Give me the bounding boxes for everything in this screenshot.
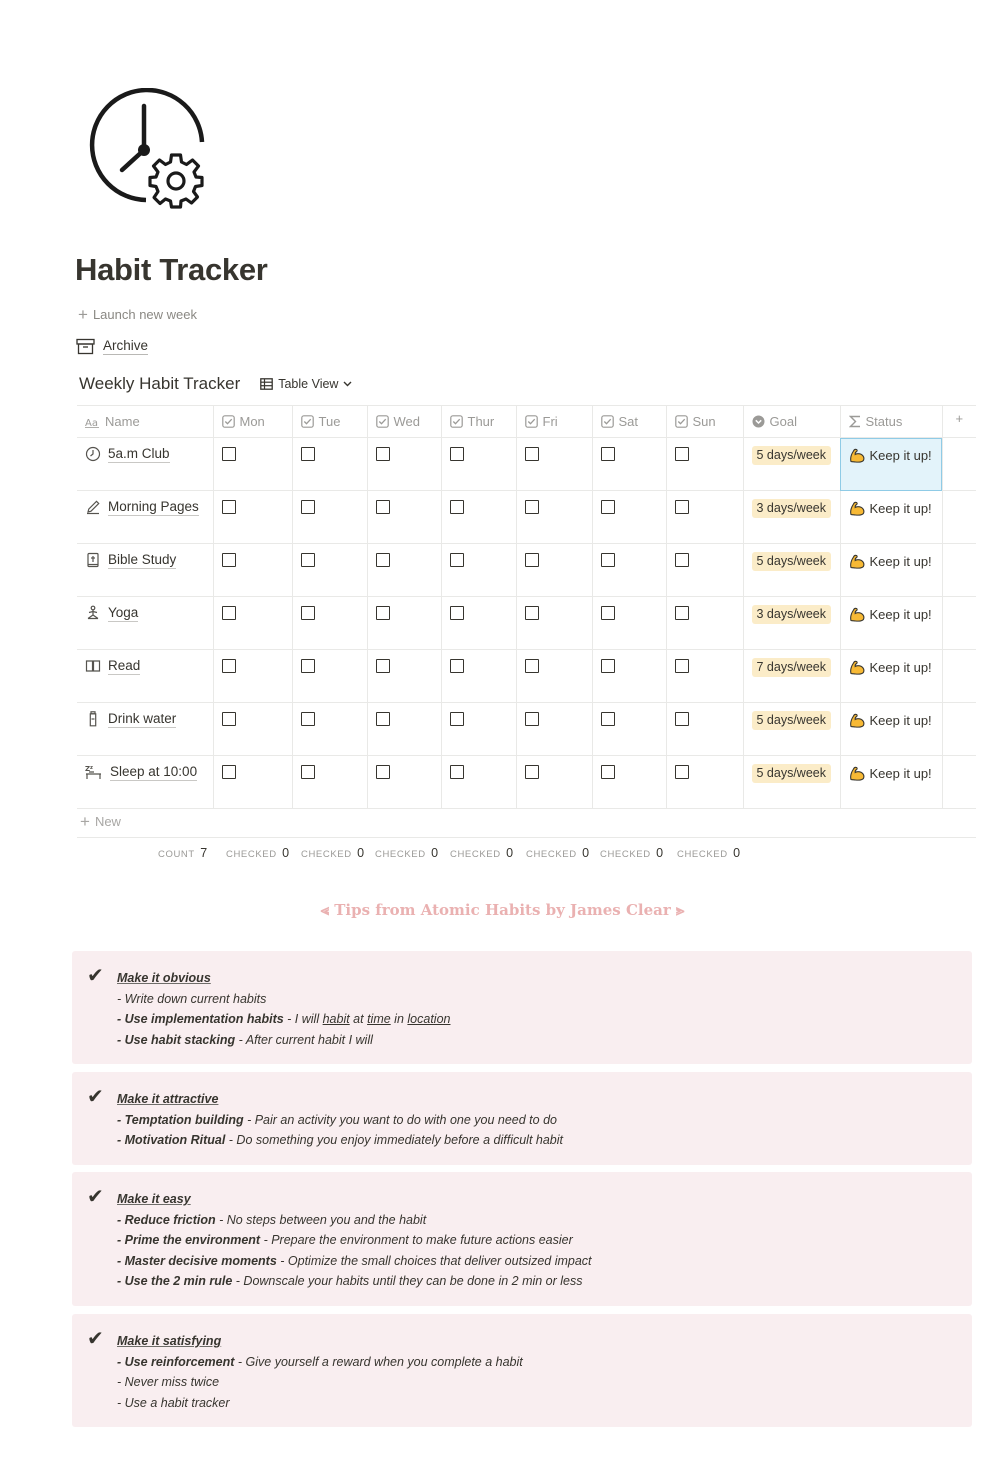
column-header-label: Sun (692, 414, 716, 429)
day-checkbox[interactable] (601, 447, 615, 461)
day-cell-fri (516, 650, 592, 703)
day-cell-tue (292, 703, 367, 756)
calc-checked-fri[interactable] (526, 846, 589, 860)
habit-table (77, 405, 976, 809)
table-row (77, 597, 976, 650)
status-text: Keep it up! (869, 448, 932, 463)
goal-tag: 5 days/week (752, 764, 831, 783)
day-checkbox[interactable] (301, 500, 315, 514)
plus-icon: + (955, 411, 964, 426)
tip-line-strategy: - Master decisive moments (117, 1253, 277, 1268)
day-checkbox[interactable] (450, 712, 464, 726)
flexed-biceps-icon (849, 659, 866, 681)
table-row (77, 756, 976, 809)
checkbox-property-icon (601, 415, 614, 428)
day-checkbox[interactable] (601, 553, 615, 567)
launch-new-week-button[interactable] (78, 304, 198, 324)
day-cell-mon (213, 438, 292, 491)
day-checkbox[interactable] (376, 553, 390, 567)
column-header-label: Sat (618, 414, 639, 429)
calc-label: COUNT (158, 849, 195, 860)
archive-box-icon (76, 338, 95, 355)
goal-tag: 3 days/week (752, 499, 831, 518)
day-checkbox[interactable] (450, 553, 464, 567)
checkbox-property-icon (301, 415, 314, 428)
day-cell-tue (292, 756, 367, 809)
tip-title: Make it attractive (117, 1092, 219, 1106)
flexed-biceps-icon (849, 606, 866, 628)
tip-line-text: - Never miss twice (117, 1375, 220, 1389)
day-cell-fri (516, 491, 592, 544)
checkmark-icon: ✔ (87, 1328, 104, 1350)
select-property-icon (752, 415, 765, 428)
day-checkbox[interactable] (301, 553, 315, 567)
svg-text:Z: Z (85, 765, 91, 773)
day-cell-wed (367, 491, 441, 544)
habit-name: Morning Pages (108, 499, 199, 514)
plus-icon: + (78, 304, 88, 324)
column-header-fri[interactable] (516, 406, 592, 438)
tip-line-text: - Prepare the environment to make future actions easier (260, 1233, 573, 1247)
column-header-sun[interactable] (666, 406, 743, 438)
day-checkbox[interactable] (222, 447, 236, 461)
page-title: Habit Tracker (75, 252, 268, 287)
tip-line-strategy: - Prime the environment (117, 1233, 261, 1247)
day-cell-sun (666, 650, 743, 703)
day-cell-tue (292, 650, 367, 703)
bible-icon (85, 552, 101, 568)
day-checkbox[interactable] (525, 606, 539, 620)
clock-gear-icon (84, 88, 208, 212)
day-checkbox[interactable] (675, 765, 689, 779)
pencil-icon (85, 499, 101, 515)
database-view-header (79, 374, 352, 394)
habit-name-cell[interactable] (77, 491, 213, 544)
day-cell-fri (516, 703, 592, 756)
clock-icon (85, 446, 101, 462)
day-cell-thur (441, 438, 516, 491)
day-checkbox[interactable] (450, 500, 464, 514)
status-cell[interactable] (840, 544, 942, 597)
plus-icon: + (80, 811, 90, 831)
tip-line-text: - Pair an activity you want to do with one you need to do (243, 1112, 557, 1127)
calc-checked-wed[interactable] (375, 846, 438, 860)
tip-line-strategy: - Reduce friction (117, 1212, 216, 1227)
tip-line-text: at (349, 1012, 368, 1026)
day-cell-mon (213, 544, 292, 597)
day-cell-sat (592, 544, 666, 597)
tip-placeholder: location (407, 1012, 451, 1026)
day-checkbox[interactable] (376, 659, 390, 673)
goal-cell[interactable] (743, 650, 840, 703)
day-checkbox[interactable] (376, 765, 390, 779)
day-cell-sun (666, 438, 743, 491)
habit-name-cell[interactable] (77, 544, 213, 597)
tip-line-text: - I will (283, 1012, 323, 1026)
empty-cell (942, 756, 976, 809)
new-row-label: New (94, 814, 121, 829)
column-header-label: Name (105, 414, 140, 429)
checkbox-property-icon (675, 415, 688, 428)
day-checkbox[interactable] (525, 447, 539, 461)
calc-value: 0 (502, 846, 514, 860)
day-cell-sat (592, 438, 666, 491)
table-row (77, 544, 976, 597)
tip-title: Make it obvious (117, 971, 211, 985)
column-header-label: Goal (769, 414, 797, 429)
checkbox-property-icon (450, 415, 463, 428)
column-header-name[interactable] (77, 406, 213, 438)
day-cell-fri (516, 756, 592, 809)
calc-value: 0 (278, 846, 290, 860)
water-bottle-icon (85, 711, 101, 727)
tip-line (117, 1271, 592, 1292)
goal-tag: 7 days/week (752, 658, 831, 677)
day-checkbox[interactable] (675, 659, 689, 673)
tip-title: Make it easy (117, 1192, 191, 1206)
day-checkbox[interactable] (222, 606, 236, 620)
empty-cell (942, 597, 976, 650)
tip-line (117, 1210, 592, 1231)
day-cell-wed (367, 756, 441, 809)
view-switcher-label: Table View (278, 377, 339, 391)
day-cell-sat (592, 703, 666, 756)
tip-line (117, 1251, 592, 1272)
tip-callout (72, 1314, 972, 1427)
table-row (77, 650, 976, 703)
checkbox-property-icon (222, 415, 235, 428)
day-cell-fri (516, 438, 592, 491)
day-checkbox[interactable] (601, 765, 615, 779)
calc-checked-thur[interactable] (450, 846, 513, 860)
tip-line-text: - No steps between you and the habit (215, 1212, 427, 1227)
table-row (77, 491, 976, 544)
calc-value: 0 (427, 846, 439, 860)
calc-value: 0 (729, 846, 741, 860)
calc-label: CHECKED (226, 849, 277, 860)
tip-callout (72, 1172, 972, 1306)
day-checkbox[interactable] (675, 447, 689, 461)
tip-line-strategy: - Use habit stacking (117, 1032, 236, 1047)
status-cell[interactable] (840, 597, 942, 650)
habit-name: 5a.m Club (108, 446, 170, 461)
day-cell-sun (666, 703, 743, 756)
empty-cell (942, 703, 976, 756)
tip-line (117, 1030, 450, 1051)
day-checkbox[interactable] (450, 765, 464, 779)
chevron-down-icon (343, 381, 352, 387)
tip-line (117, 1352, 523, 1373)
flexed-biceps-icon (849, 447, 866, 469)
day-cell-wed (367, 597, 441, 650)
tip-line (117, 1110, 563, 1131)
day-cell-sat (592, 597, 666, 650)
day-checkbox[interactable] (601, 712, 615, 726)
calc-label: CHECKED (526, 849, 577, 860)
status-cell[interactable] (840, 650, 942, 703)
formula-sigma-icon (849, 415, 861, 428)
tip-line-text: - Downscale your habits until they can be done in 2 min or less (232, 1274, 583, 1288)
calc-value: 0 (578, 846, 590, 860)
day-cell-mon (213, 491, 292, 544)
day-cell-fri (516, 597, 592, 650)
day-cell-sun (666, 544, 743, 597)
column-header-label: Status (865, 414, 903, 429)
goal-cell[interactable] (743, 703, 840, 756)
day-checkbox[interactable] (450, 606, 464, 620)
calc-value: 0 (652, 846, 664, 860)
tip-line-text: - Give yourself a reward when you complete a habit (234, 1354, 523, 1369)
tip-line (117, 1230, 592, 1251)
checkbox-property-icon (525, 415, 538, 428)
day-cell-tue (292, 544, 367, 597)
tip-line-strategy: - Use the 2 min rule (117, 1274, 233, 1288)
open-book-icon (85, 658, 101, 674)
calc-value: 7 (196, 846, 208, 860)
day-checkbox[interactable] (675, 712, 689, 726)
empty-cell (942, 650, 976, 703)
habit-name: Yoga (108, 605, 139, 620)
add-property-button[interactable] (942, 406, 976, 438)
column-header-label: Mon (239, 414, 265, 429)
day-cell-sun (666, 597, 743, 650)
tip-line-strategy: - Use reinforcement (117, 1354, 235, 1369)
habit-name: Bible Study (108, 552, 177, 567)
day-checkbox[interactable] (675, 500, 689, 514)
tip-placeholder: time (367, 1012, 391, 1026)
tip-callout (72, 951, 972, 1064)
table-row (77, 438, 976, 491)
day-cell-thur (441, 491, 516, 544)
day-checkbox[interactable] (301, 606, 315, 620)
status-cell[interactable] (840, 756, 942, 809)
goal-cell[interactable] (743, 544, 840, 597)
day-cell-wed (367, 650, 441, 703)
day-checkbox[interactable] (601, 606, 615, 620)
day-cell-sun (666, 491, 743, 544)
goal-cell[interactable] (743, 597, 840, 650)
tip-line (117, 1372, 523, 1393)
goal-tag: 3 days/week (752, 605, 831, 624)
tip-line (117, 989, 450, 1010)
calc-label: CHECKED (600, 849, 651, 860)
day-cell-sun (666, 756, 743, 809)
day-cell-sat (592, 650, 666, 703)
day-cell-wed (367, 438, 441, 491)
calc-checked-sun[interactable] (677, 846, 740, 860)
tip-line (117, 1009, 450, 1030)
day-cell-thur (441, 650, 516, 703)
tip-line-strategy: - Use implementation habits (117, 1012, 284, 1026)
status-text: Keep it up! (869, 554, 932, 569)
day-checkbox[interactable] (450, 447, 464, 461)
table-row (77, 703, 976, 756)
tip-line-strategy: - Temptation building (117, 1112, 244, 1127)
day-cell-tue (292, 597, 367, 650)
column-header-sat[interactable] (592, 406, 666, 438)
sleep-icon (85, 764, 103, 780)
day-checkbox[interactable] (675, 606, 689, 620)
day-cell-mon (213, 597, 292, 650)
day-cell-sat (592, 756, 666, 809)
view-switcher[interactable] (260, 377, 352, 391)
day-cell-tue (292, 491, 367, 544)
day-checkbox[interactable] (222, 712, 236, 726)
day-cell-tue (292, 438, 367, 491)
day-cell-wed (367, 703, 441, 756)
day-checkbox[interactable] (525, 500, 539, 514)
column-header-label: Fri (542, 414, 558, 429)
empty-cell (942, 438, 976, 491)
tip-line (117, 1393, 523, 1414)
day-checkbox[interactable] (525, 712, 539, 726)
launch-new-week-label: Launch new week (92, 307, 198, 322)
day-checkbox[interactable] (301, 659, 315, 673)
checkmark-icon: ✔ (87, 1186, 104, 1208)
habit-name-cell[interactable] (77, 703, 213, 756)
archive-label: Archive (103, 338, 149, 353)
day-cell-sat (592, 491, 666, 544)
day-checkbox[interactable] (376, 500, 390, 514)
day-cell-thur (441, 597, 516, 650)
calc-label: CHECKED (375, 849, 426, 860)
calc-count[interactable] (158, 846, 207, 860)
checkbox-property-icon (376, 415, 389, 428)
flexed-biceps-icon (849, 765, 866, 787)
day-cell-wed (367, 544, 441, 597)
habit-name: Sleep at 10:00 (110, 764, 198, 779)
yoga-icon (85, 605, 101, 621)
checkmark-icon: ✔ (87, 965, 104, 987)
day-checkbox[interactable] (525, 659, 539, 673)
day-cell-mon (213, 650, 292, 703)
status-text: Keep it up! (869, 660, 932, 675)
status-text: Keep it up! (869, 607, 932, 622)
day-checkbox[interactable] (222, 659, 236, 673)
tip-line-text: - After current habit I will (235, 1032, 373, 1047)
tip-callout (72, 1072, 972, 1165)
day-checkbox[interactable] (301, 712, 315, 726)
day-checkbox[interactable] (222, 765, 236, 779)
goal-cell[interactable] (743, 491, 840, 544)
goal-tag: 5 days/week (752, 446, 831, 465)
column-header-thur[interactable] (441, 406, 516, 438)
day-checkbox[interactable] (601, 659, 615, 673)
status-text: Keep it up! (869, 713, 932, 728)
day-cell-thur (441, 703, 516, 756)
day-cell-thur (441, 756, 516, 809)
tips-heading: ⪡ Tips from Atomic Habits by James Clear ⪢ (320, 901, 685, 919)
calc-label: CHECKED (677, 849, 728, 860)
status-cell[interactable] (840, 438, 942, 491)
status-text: Keep it up! (869, 501, 932, 516)
table-icon (260, 378, 273, 390)
day-cell-mon (213, 703, 292, 756)
column-header-tue[interactable] (292, 406, 367, 438)
goal-tag: 5 days/week (752, 552, 831, 571)
svg-text:z: z (90, 765, 93, 771)
calc-label: CHECKED (450, 849, 501, 860)
habit-name-cell[interactable] (77, 650, 213, 703)
day-checkbox[interactable] (675, 553, 689, 567)
tip-line-text: - Do something you enjoy immediately before a difficult habit (225, 1133, 563, 1147)
archive-page-link[interactable] (76, 338, 148, 355)
table-bottom-divider (77, 837, 976, 838)
day-checkbox[interactable] (525, 765, 539, 779)
checkmark-icon: ✔ (87, 1086, 104, 1108)
column-header-label: Wed (393, 414, 420, 429)
column-header-label: Thur (467, 414, 495, 429)
goal-cell[interactable] (743, 438, 840, 491)
tip-line-text: - Write down current habits (117, 991, 267, 1006)
habit-name-cell[interactable] (77, 438, 213, 491)
svg-text:Aa: Aa (85, 417, 98, 428)
calc-checked-sat[interactable] (600, 846, 663, 860)
column-header-label: Tue (318, 414, 341, 429)
calc-label: CHECKED (301, 849, 352, 860)
database-title[interactable]: Weekly Habit Tracker (79, 374, 241, 393)
tip-line-text: in (390, 1012, 408, 1026)
day-checkbox[interactable] (222, 553, 236, 567)
day-checkbox[interactable] (601, 500, 615, 514)
habit-name-cell[interactable] (77, 756, 213, 809)
day-checkbox[interactable] (450, 659, 464, 673)
day-cell-fri (516, 544, 592, 597)
empty-cell (942, 544, 976, 597)
tip-line-text: - Optimize the small choices that deliver outsized impact (276, 1253, 592, 1268)
flexed-biceps-icon (849, 553, 866, 575)
day-cell-thur (441, 544, 516, 597)
column-header-status[interactable] (840, 406, 942, 438)
tip-placeholder: habit (322, 1012, 350, 1026)
status-cell[interactable] (840, 703, 942, 756)
column-header-mon[interactable] (213, 406, 292, 438)
day-cell-mon (213, 756, 292, 809)
habit-name: Drink water (108, 711, 177, 726)
flexed-biceps-icon (849, 712, 866, 734)
day-checkbox[interactable] (376, 606, 390, 620)
flexed-biceps-icon (849, 500, 866, 522)
habit-name: Read (108, 658, 141, 673)
text-property-icon (85, 416, 100, 428)
habit-name-cell[interactable] (77, 597, 213, 650)
tip-line-text: - Use a habit tracker (117, 1395, 230, 1410)
tip-title: Make it satisfying (117, 1334, 222, 1348)
new-row-button[interactable] (80, 811, 975, 831)
day-checkbox[interactable] (376, 447, 390, 461)
day-checkbox[interactable] (301, 447, 315, 461)
empty-cell (942, 491, 976, 544)
column-header-wed[interactable] (367, 406, 441, 438)
day-checkbox[interactable] (525, 553, 539, 567)
day-checkbox[interactable] (222, 500, 236, 514)
day-checkbox[interactable] (301, 765, 315, 779)
calc-checked-mon[interactable] (226, 846, 289, 860)
goal-tag: 5 days/week (752, 711, 831, 730)
calc-checked-tue[interactable] (301, 846, 364, 860)
tip-line (117, 1130, 563, 1151)
calc-value: 0 (353, 846, 365, 860)
goal-cell[interactable] (743, 756, 840, 809)
status-cell[interactable] (840, 491, 942, 544)
column-header-goal[interactable] (743, 406, 840, 438)
day-checkbox[interactable] (376, 712, 390, 726)
tip-line-strategy: - Motivation Ritual (117, 1133, 226, 1147)
status-text: Keep it up! (869, 766, 932, 781)
